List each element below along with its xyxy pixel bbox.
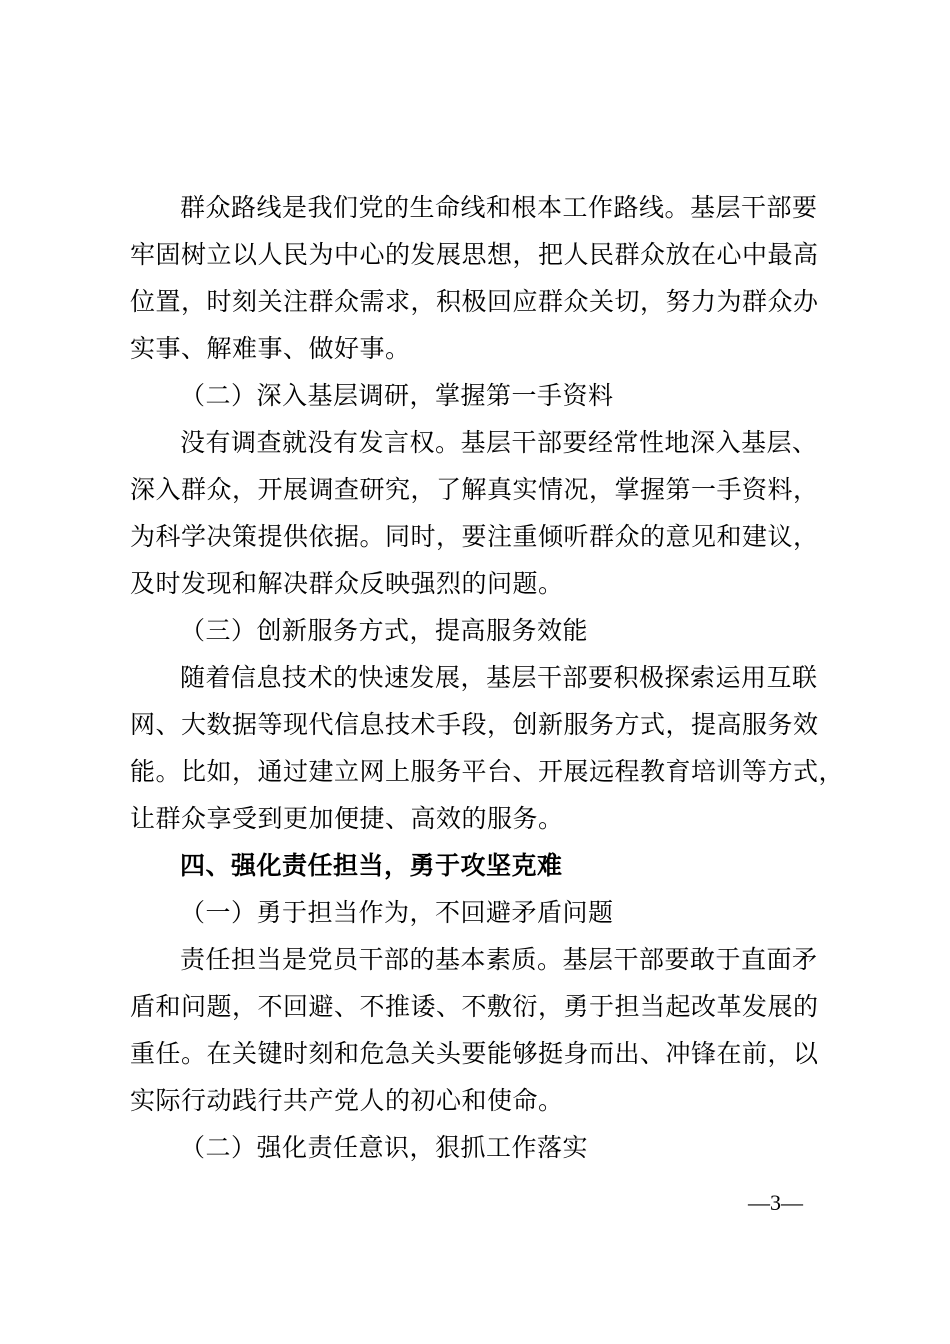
subheading: （三）创新服务方式，提高服务效能 xyxy=(180,616,589,645)
text-line: 没有调查就没有发言权。基层干部要经常性地深入基层、 xyxy=(180,428,818,457)
text-line: 实事、解难事、做好事。 xyxy=(130,334,411,363)
text-line: 责任担当是党员干部的基本素质。基层干部要敢于直面矛 xyxy=(180,945,818,974)
subheading: （二）强化责任意识，狠抓工作落实 xyxy=(180,1133,589,1162)
paragraph xyxy=(130,654,845,842)
text-line: 牢固树立以人民为中心的发展思想，把人民群众放在心中最高 xyxy=(130,240,819,269)
text-line: 让群众享受到更加便捷、高效的服务。 xyxy=(130,804,564,833)
text-line: 深入群众，开展调查研究，了解真实情况，掌握第一手资料， xyxy=(130,475,819,504)
paragraph xyxy=(130,184,820,372)
text-line: 及时发现和解决群众反映强烈的问题。 xyxy=(130,569,564,598)
text-line: 为科学决策提供依据。同时，要注重倾听群众的意见和建议， xyxy=(130,522,819,551)
subheading: （一）勇于担当作为，不回避矛盾问题 xyxy=(180,898,614,927)
text-line: 群众路线是我们党的生命线和根本工作路线。基层干部要 xyxy=(180,193,818,222)
paragraph xyxy=(130,419,820,607)
page-number: —3— xyxy=(748,1190,803,1215)
text-line: 随着信息技术的快速发展，基层干部要积极探索运用互联 xyxy=(180,663,818,692)
text-line: 重任。在关键时刻和危急关头要能够挺身而出、冲锋在前，以 xyxy=(130,1039,819,1068)
subheading: （二）深入基层调研，掌握第一手资料 xyxy=(180,381,614,410)
text-line: 盾和问题，不回避、不推诿、不敷衍，勇于担当起改革发展的 xyxy=(130,992,819,1021)
section-heading: 四、强化责任担当，勇于攻坚克难 xyxy=(180,851,563,880)
text-line: 位置，时刻关注群众需求，积极回应群众关切，努力为群众办 xyxy=(130,287,819,316)
paragraph xyxy=(130,936,820,1124)
text-line: 能。比如，通过建立网上服务平台、开展远程教育培训等方式， xyxy=(130,757,845,786)
document-body xyxy=(130,184,845,1171)
text-line: 实际行动践行共产党人的初心和使命。 xyxy=(130,1086,564,1115)
text-line: 网、大数据等现代信息技术手段，创新服务方式，提高服务效 xyxy=(130,710,819,739)
